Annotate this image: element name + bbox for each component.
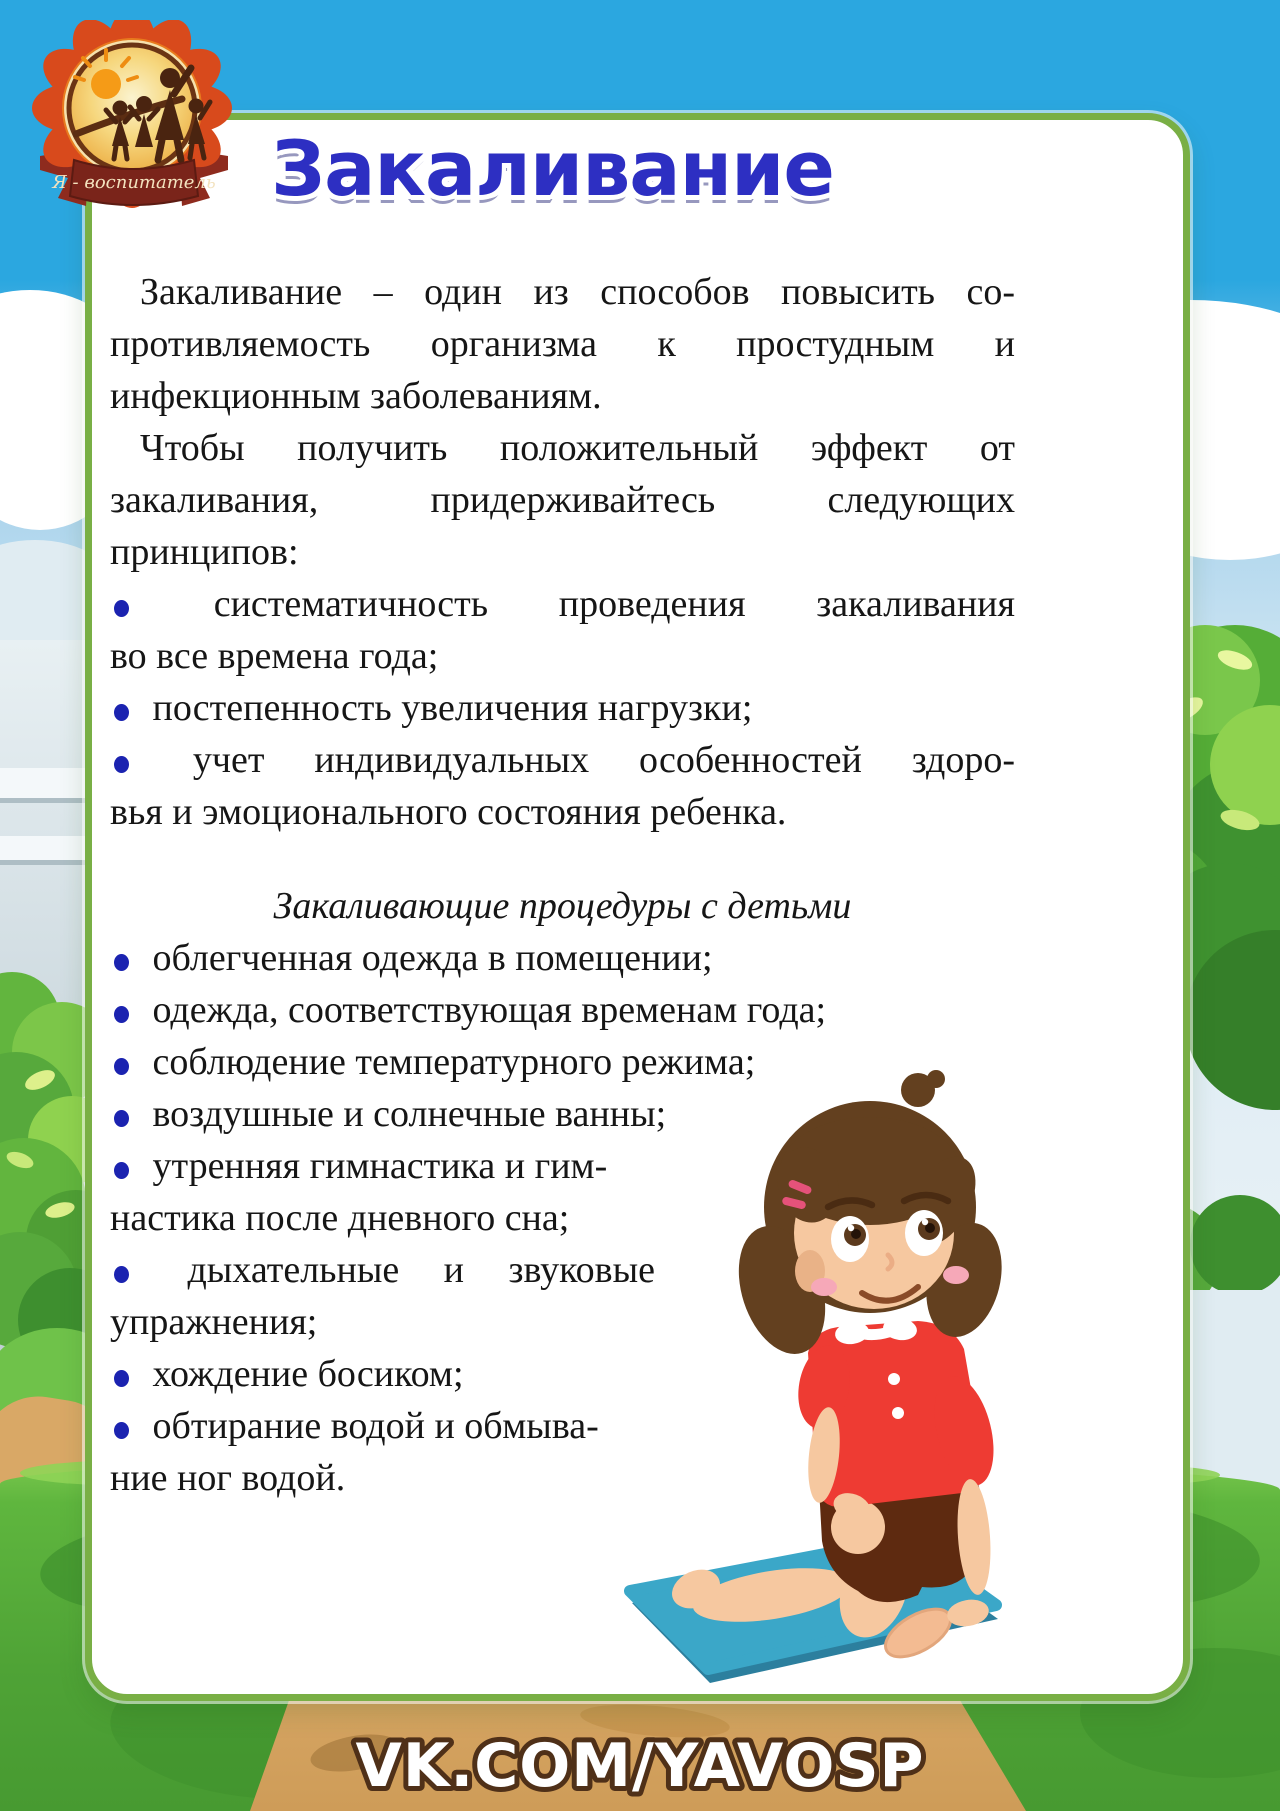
bullet-dot [114, 1058, 129, 1075]
girl-on-exercise-mat-illustration [612, 1035, 1012, 1685]
text-line-label: Закаливание – один из способов повысить со- [140, 271, 1015, 313]
bullet-dot [114, 1266, 129, 1283]
text-line-label: во все времена года; [110, 635, 439, 677]
text-line [110, 526, 1015, 578]
building-balcony [0, 768, 92, 803]
sun-family-badge-icon [24, 20, 244, 215]
text-line-label: обтирание водой и обмыва- [152, 1405, 599, 1447]
bullet-dot [114, 1370, 129, 1387]
text-line-label: противляемость организма к простудным и [110, 323, 1015, 365]
text-line [110, 422, 1015, 474]
bullet-dot [114, 1006, 129, 1023]
text-line [110, 984, 1015, 1036]
bullet-dot [114, 954, 129, 971]
text-line-label: воздушные и солнечные ванны; [152, 1093, 667, 1135]
building-balcony [0, 836, 92, 865]
text-line-label: постепенность увеличения нагрузки; [152, 687, 753, 729]
bullet-dot [114, 1162, 129, 1179]
text-line [110, 1244, 655, 1296]
text-line [110, 734, 1015, 786]
bullet-dot [114, 704, 129, 721]
text-line-label: Закаливающие процедуры с детьми [273, 885, 852, 927]
text-line [110, 318, 1015, 370]
text-line [110, 786, 1015, 838]
badge-label: Я - воспитатель [52, 172, 216, 193]
text-line [110, 630, 1015, 682]
page-title: Закаливание [271, 124, 834, 213]
text-line-label: Чтобы получить положительный эффект от [140, 427, 1015, 469]
text-line-label: ние ног водой. [110, 1457, 346, 1499]
content-card [85, 113, 1190, 1701]
footer-url: VK.COM/YAVOSP [355, 1731, 925, 1801]
text-line [110, 474, 1015, 526]
text-line-label: закаливания, придерживайтесь следующих [110, 479, 1015, 521]
text-line [110, 578, 1015, 630]
text-line-label: инфекционным заболеваниям. [110, 375, 602, 417]
bullet-dot [114, 600, 129, 617]
text-line-label: дыхательные и звуковые [187, 1249, 656, 1291]
text-line-label: упражнения; [110, 1301, 318, 1343]
text-line-label: утренняя гимнастика и гим- [152, 1145, 608, 1187]
text-line-label: учет индивидуальных особенностей здоро- [192, 739, 1016, 781]
text-line-label: одежда, соответствующая временам года; [152, 989, 827, 1031]
text-line-label: облегченная одежда в помещении; [152, 937, 713, 979]
text-line-label: принципов: [110, 531, 299, 573]
text-line-label: вья и эмоционального состояния ребенка. [110, 791, 787, 833]
footer [0, 1706, 1280, 1811]
text-line-label: систематичность проведения закаливания [213, 583, 1015, 625]
bullet-dot [114, 756, 129, 773]
text-line [110, 1296, 655, 1348]
text-line [110, 682, 1015, 734]
text-line-label: настика после дневного сна; [110, 1197, 570, 1239]
section-heading [110, 880, 1015, 932]
bullet-dot [114, 1422, 129, 1439]
text-line [110, 266, 1015, 318]
text-line [110, 370, 1015, 422]
bullet-dot [114, 1110, 129, 1127]
text-line-label: хождение босиком; [152, 1353, 464, 1395]
text-line-label: соблюдение температурного режима; [152, 1041, 756, 1083]
text-line [110, 932, 1015, 984]
